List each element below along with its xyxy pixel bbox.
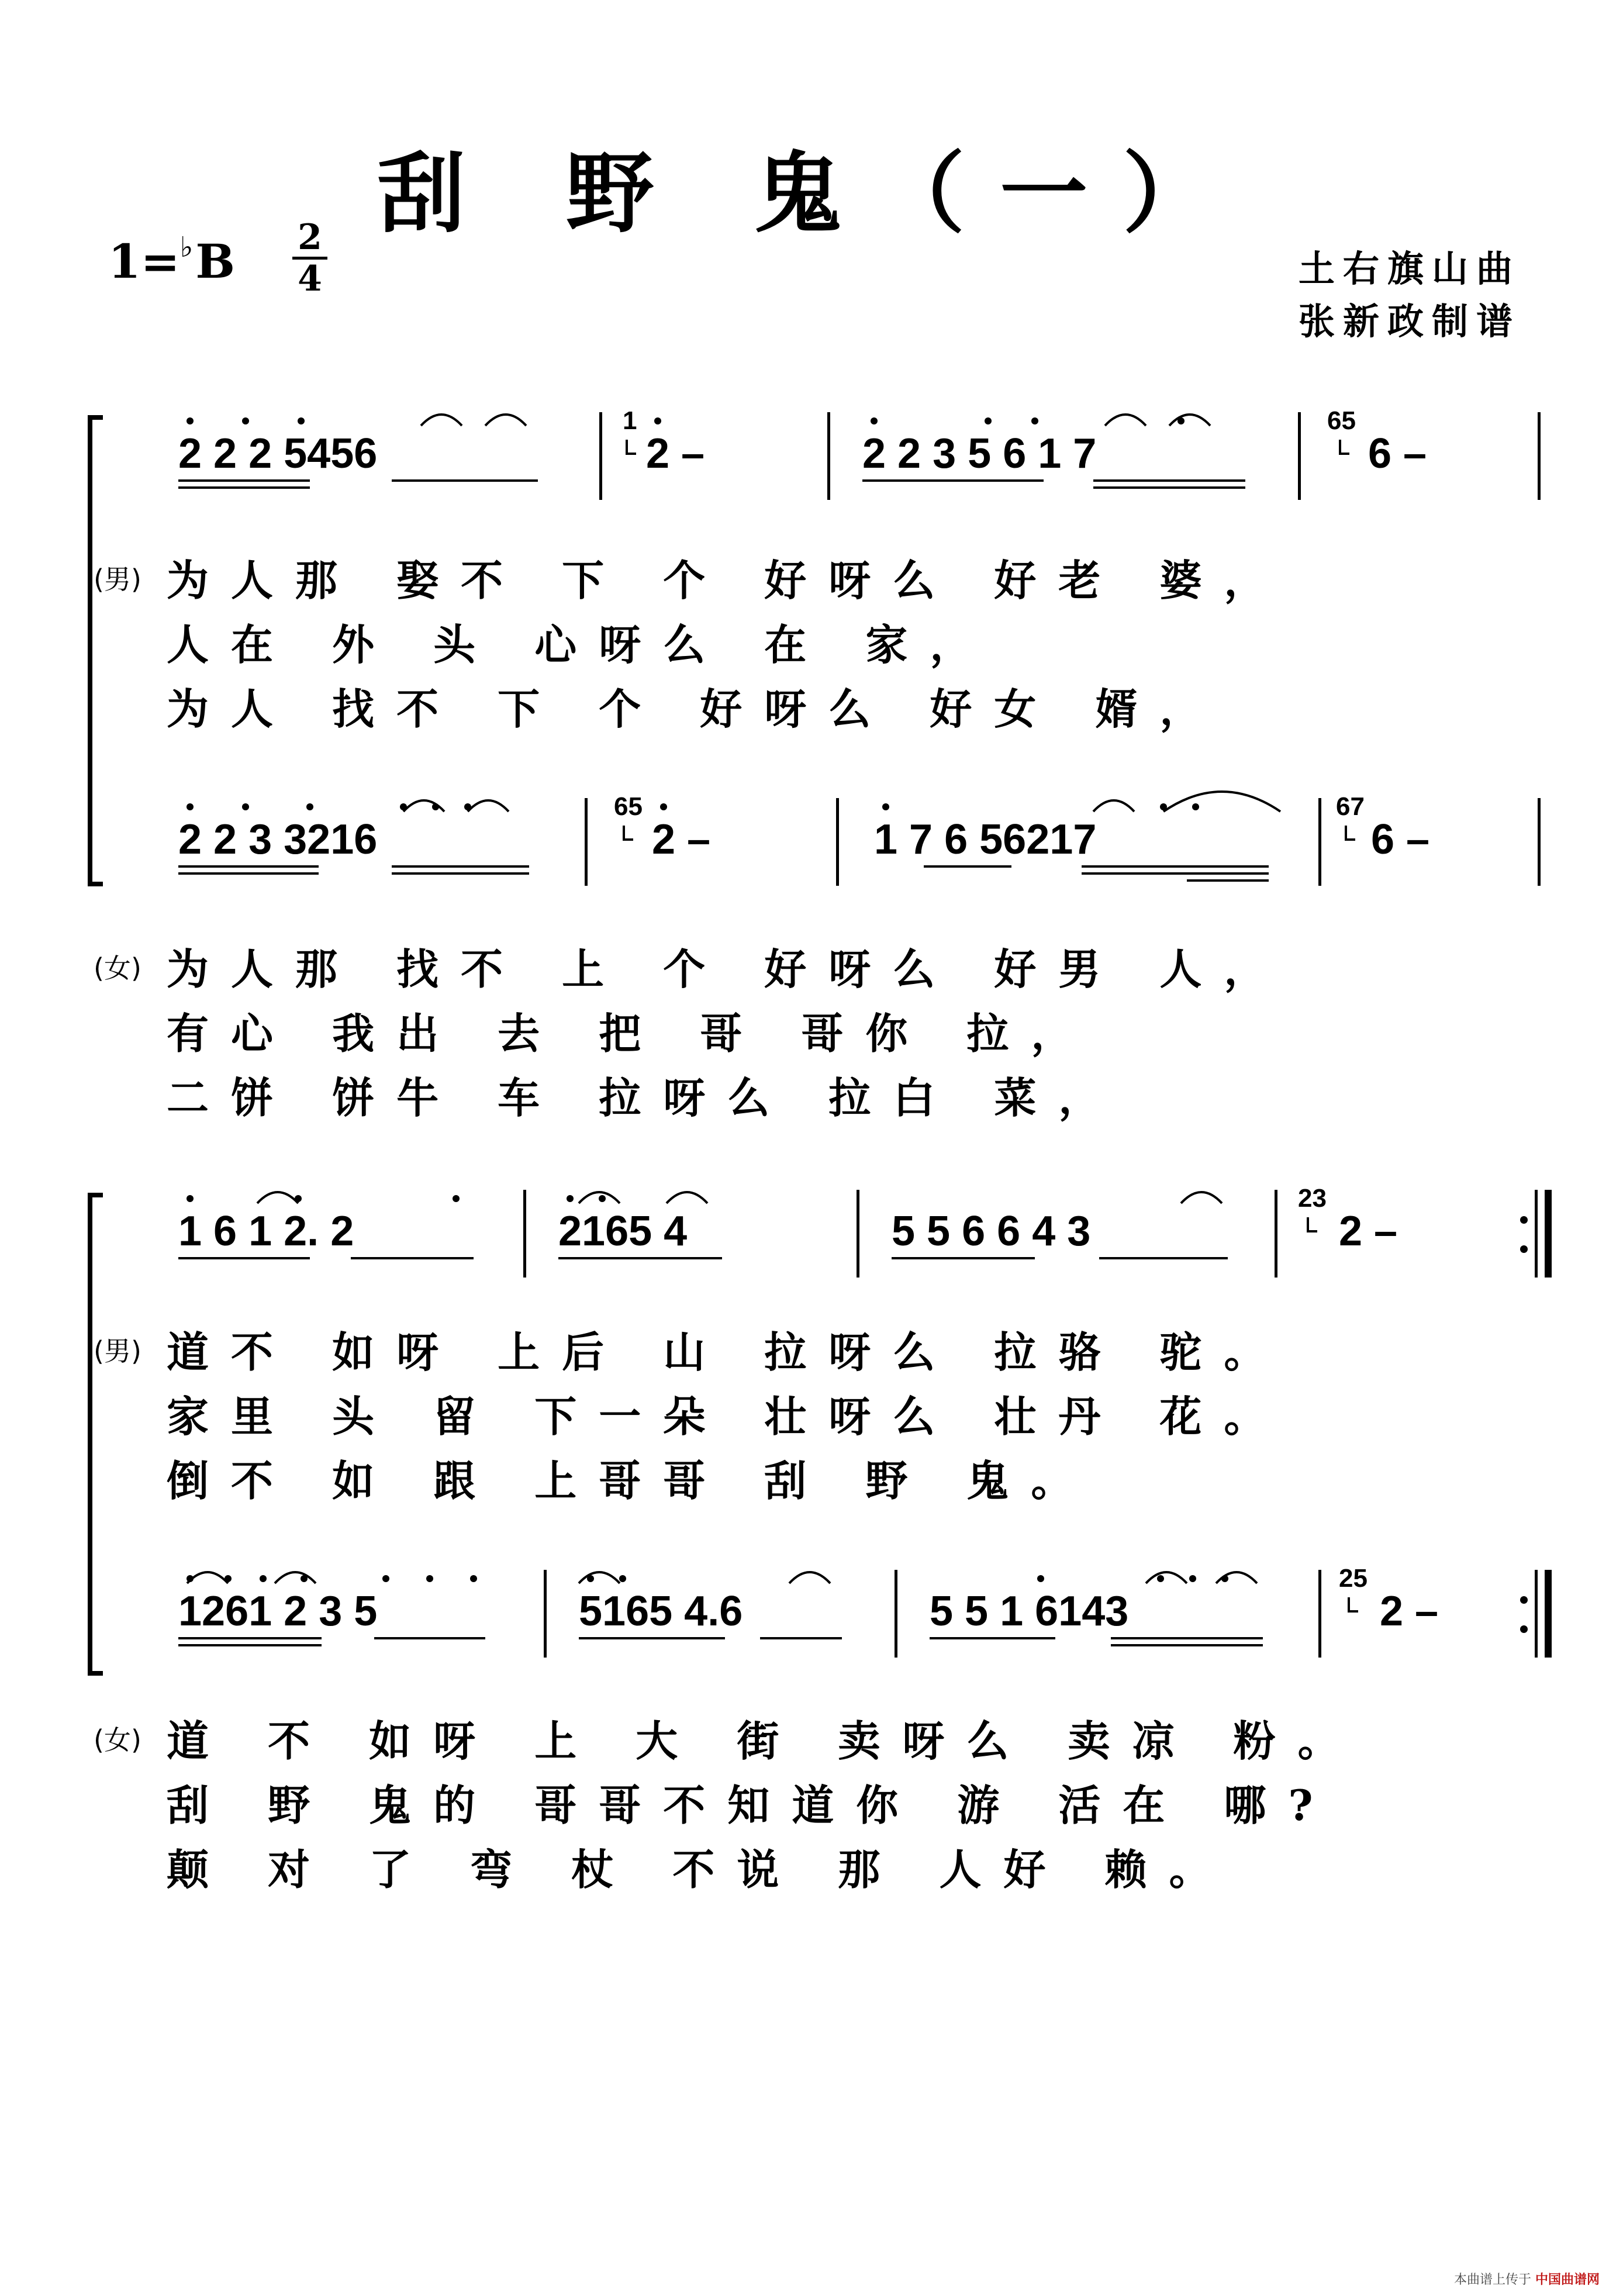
measure: 2 2 3 5 6 1 7 [862,430,1097,477]
measure: 5 5 1 6143 [930,1588,1129,1635]
slur [579,1572,620,1583]
measure: 2 – [1380,1588,1439,1635]
octave-dot [660,803,667,810]
octave-dot [260,1575,267,1582]
grace-note: 25 [1339,1564,1368,1593]
lyric-line: 道 不 如呀 上 大 街 卖呀么 卖凉 粉。 [167,1716,1362,1766]
measure: 2 2 2 5456 [178,430,378,477]
lyric-line: 人在 外 头 心呀么 在 家， [167,620,994,669]
voice-role-female: (女) [94,1724,141,1756]
slur [257,1192,298,1203]
grace-note: 65 [1327,406,1356,435]
measure: 5 5 6 6 4 3 [892,1208,1091,1255]
octave-dot [187,803,194,810]
octave-dot [382,1575,389,1582]
slur [421,415,462,426]
octave-dot [470,1575,477,1582]
octave-dot [567,1195,574,1202]
measure: 2165 4 [558,1208,688,1255]
octave-dot [882,803,889,810]
measure: 6 – [1368,430,1427,477]
octave-dot [301,1575,308,1582]
octave-dot [187,417,194,424]
measure: 2 – [646,430,705,477]
composer-credit: 土右旗山曲 [1298,247,1521,290]
voice-role-male: (男) [94,564,141,595]
octave-dot [1157,1575,1164,1582]
lyric-line: 道不 如呀 上后 山 拉呀么 拉骆 驼。 [167,1327,1289,1377]
measure: 2 – [652,816,711,863]
grace-note: 1 [623,406,637,435]
measure: 1 7 6 56217 [874,816,1097,863]
octave-dot [587,1575,594,1582]
score-title: 刮 野 鬼（一） [377,142,1246,245]
time-denominator: 4 [298,258,322,299]
measure: 5165 4.6 [579,1588,743,1635]
octave-dot [298,417,305,424]
octave-dot [242,803,249,810]
measure: 1261 2 3 5 [178,1588,378,1635]
octave-dot [400,803,407,810]
octave-dots [187,417,1228,1582]
lyric-line: 为人那 找不 上 个 好呀么 好男 人， [167,944,1289,994]
slur [789,1572,830,1583]
key-prefix: 1= [108,234,180,289]
octave-dot [1221,1575,1228,1582]
slur [1146,1572,1187,1583]
grace-note: 67 [1336,792,1365,821]
footer-brand: 中国曲谱网 [1535,2273,1600,2287]
octave-dot [187,1575,194,1582]
octave-dot [426,1575,433,1582]
key-note: B [195,234,235,289]
footer-text: 本曲谱上传于 [1453,2273,1531,2287]
lyric-line: 为人那 娶不 下 个 好呀么 好老 婆， [167,555,1289,605]
octave-dot [1031,417,1038,424]
underlines [178,481,1269,1645]
site-footer [1454,2270,1600,2288]
octave-dot [225,1575,232,1582]
octave-dot [654,417,661,424]
octave-dot [1192,803,1199,810]
octave-dot [619,1575,626,1582]
octave-dot [599,1195,606,1202]
voice-role-female: (女) [94,952,141,984]
slur [468,800,509,812]
measure: 6 – [1371,816,1430,863]
octave-dot [985,417,992,424]
slur [275,1572,316,1583]
measure: 1 6 1 2. 2 [178,1208,354,1255]
slur [1163,792,1280,812]
lyric-line: 倒不 如 跟 上哥哥 刮 野 鬼。 [167,1456,1096,1506]
octave-dot [306,803,313,810]
octave-dot [464,803,471,810]
voice-role-male: (男) [94,1335,141,1367]
octave-dot [871,417,878,424]
lyric-line: 二饼 饼牛 车 拉呀么 拉白 菜， [167,1073,1123,1123]
measure: 2 – [1339,1208,1398,1255]
slur [1181,1192,1222,1203]
flat-sign: ♭ [179,231,194,264]
grace-note: 23 [1298,1184,1327,1213]
lyric-line: 刮 野 鬼的 哥哥不知道你 游 活在 哪? [167,1780,1335,1830]
slur [1169,415,1210,426]
octave-dot [187,1195,194,1202]
octave-dot [242,417,249,424]
octave-dot [432,803,439,810]
measure: 2 2 3 3216 [178,816,378,863]
octave-dot [1160,803,1167,810]
slur [1093,800,1134,812]
slur [667,1192,707,1203]
octave-dot [1037,1575,1044,1582]
slur [1105,415,1146,426]
octave-dot [1189,1575,1196,1582]
grace-note: 65 [614,792,643,821]
lyric-line: 为人 找不 下 个 好呀么 好女 婿， [167,684,1224,734]
lyric-line: 有心 我出 去 把 哥 哥你 拉， [167,1009,1096,1058]
octave-dot [1177,417,1185,424]
octave-dot [453,1195,460,1202]
slurs [187,415,1280,1583]
octave-dot [295,1195,302,1202]
lyric-line: 家里 头 留 下一朵 壮呀么 壮丹 花。 [167,1392,1289,1441]
arranger-credit: 张新政制谱 [1298,300,1521,343]
lyric-line: 颠 对 了 弯 杖 不说 那 人好 赖。 [167,1845,1234,1894]
time-numerator: 2 [298,217,322,258]
slur [485,415,526,426]
